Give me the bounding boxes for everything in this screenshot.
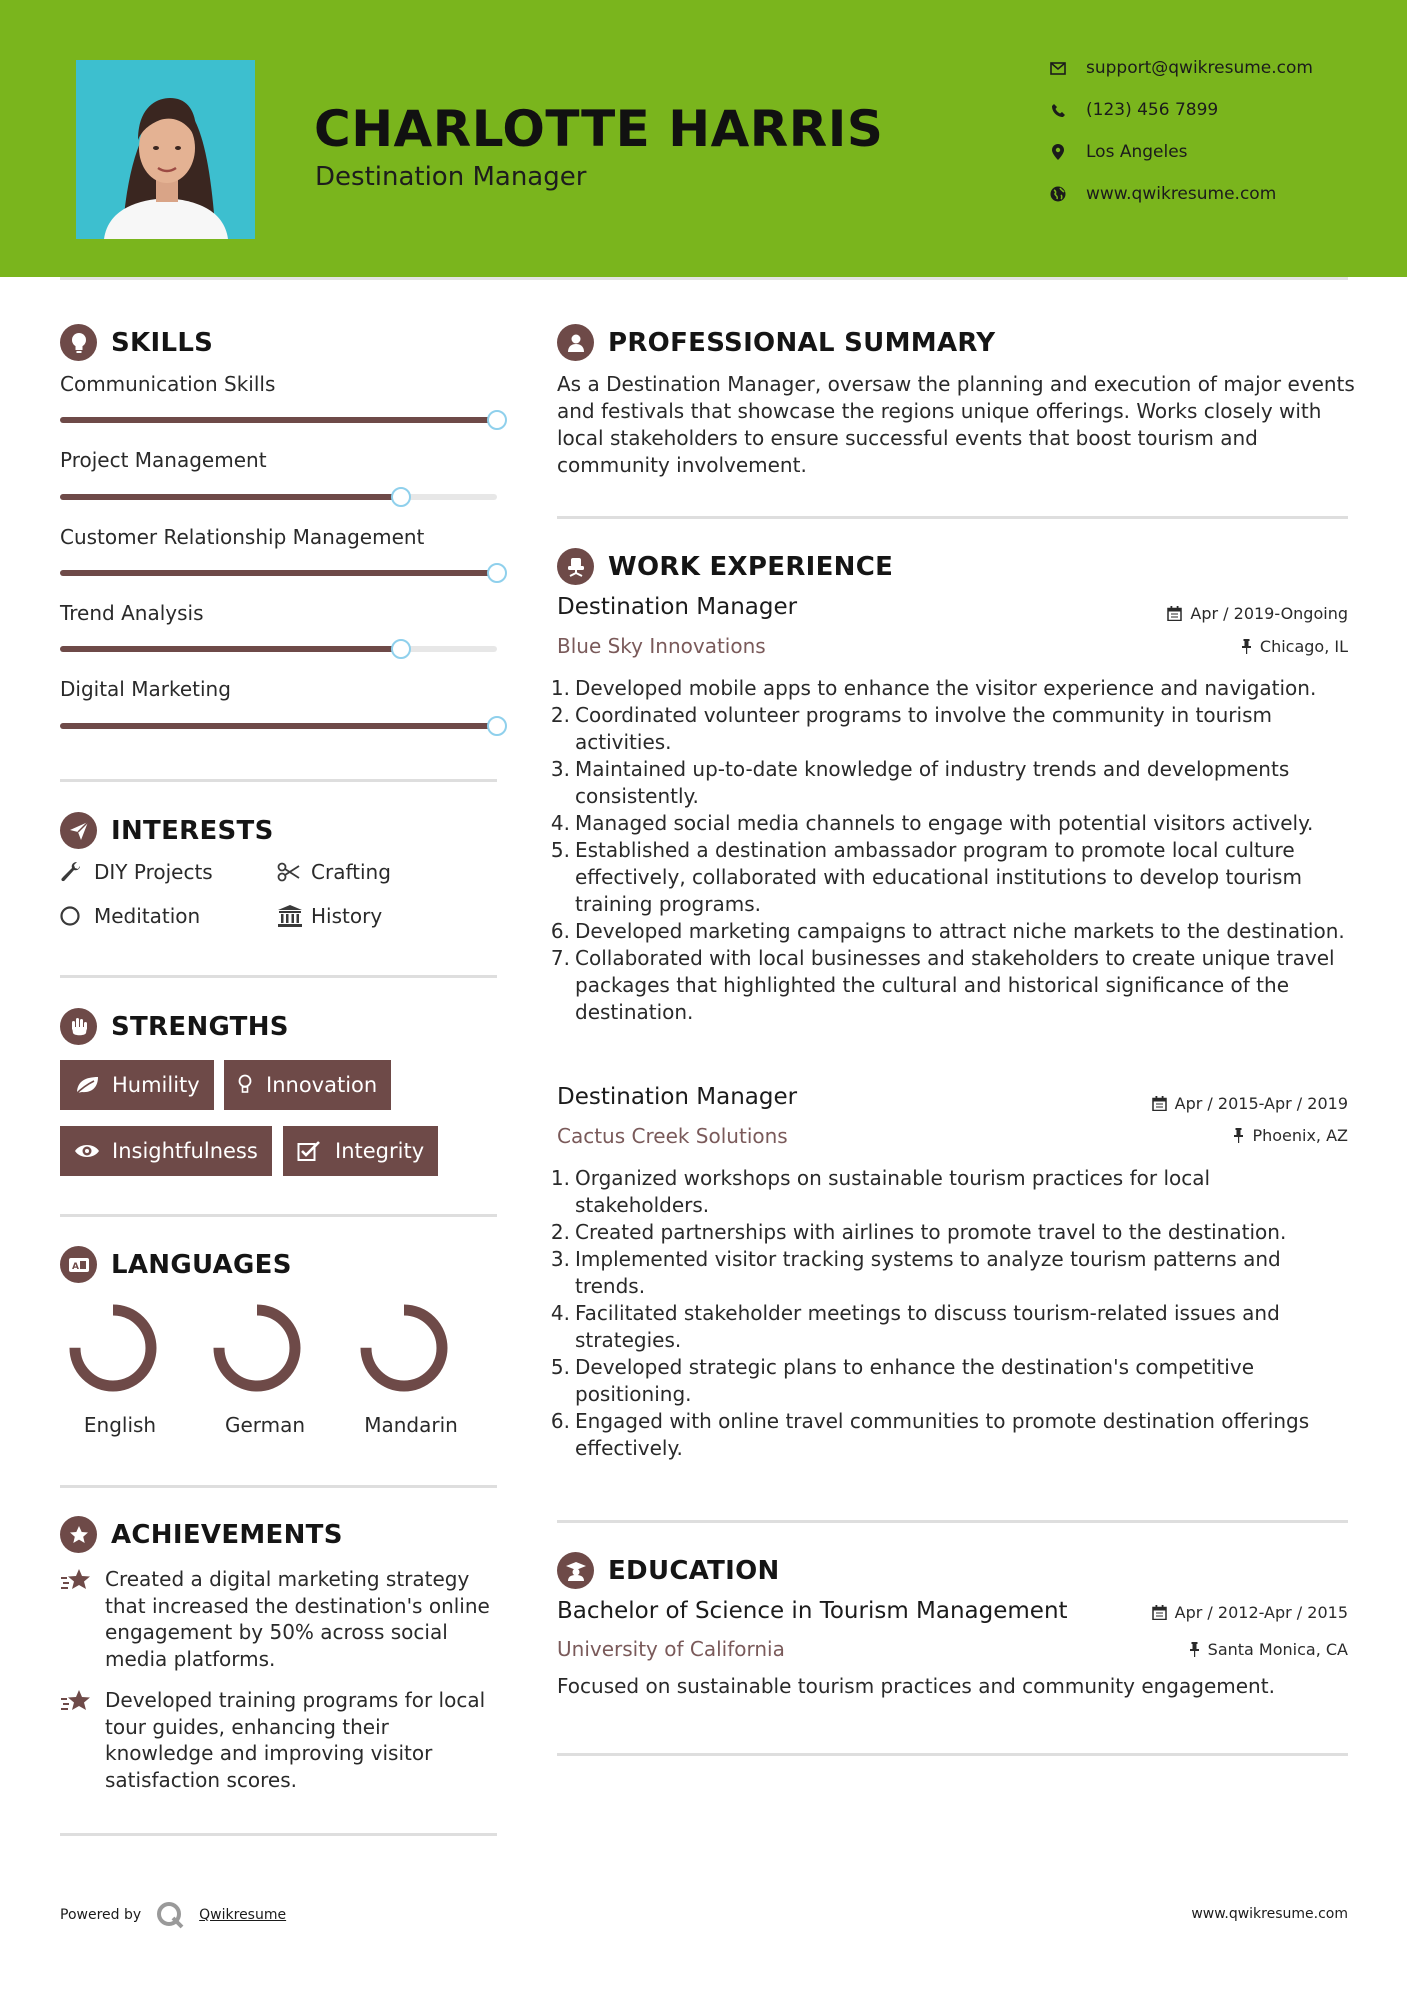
section-divider	[557, 516, 1348, 519]
map-pin-icon	[1049, 143, 1067, 161]
contact-location-text: Los Angeles	[1086, 142, 1188, 162]
skill-knob	[487, 410, 507, 430]
shooting-star-icon	[60, 1566, 105, 1672]
skill-knob	[391, 639, 411, 659]
contact-phone[interactable]	[1049, 100, 1218, 120]
section-divider	[557, 1753, 1348, 1756]
skill-label: Communication Skills	[60, 372, 276, 396]
achievement-text: Created a digital marketing strategy that increased the destination's online engagement by 50% across social media platforms.	[105, 1567, 490, 1671]
job-bullet-text: Collaborated with local businesses and stakeholders to create unique travel packages that highlighted the cultural and historical significance of the destination.	[575, 946, 1335, 1024]
interest-item	[277, 904, 382, 928]
job-bullet: 6. Engaged with online travel communities to promote destination offerings effectively.	[550, 1408, 1350, 1462]
job-bullet-text: Organized workshops on sustainable tourism practices for local stakeholders.	[575, 1166, 1211, 1217]
calendar-icon	[1167, 606, 1182, 621]
calendar-icon	[1152, 1096, 1167, 1111]
skill-bar	[60, 494, 497, 500]
skill-fill	[60, 494, 401, 500]
interest-label: Meditation	[94, 904, 201, 928]
interest-item	[277, 860, 391, 884]
contact-email[interactable]	[1049, 58, 1313, 78]
job-bullet: 2. Coordinated volunteer programs to involve the community in tourism activities.	[550, 702, 1350, 756]
job-bullets	[550, 675, 1350, 1026]
skill-knob	[391, 487, 411, 507]
section-divider	[557, 1520, 1348, 1523]
circle-icon	[60, 904, 86, 928]
pushpin-icon	[1241, 639, 1252, 654]
strength-label: Insightfulness	[112, 1139, 258, 1163]
education-school: University of California	[557, 1637, 785, 1661]
skill-knob	[487, 563, 507, 583]
job-bullet: 2. Created partnerships with airlines to promote travel to the destination.	[550, 1220, 1287, 1244]
skill-label: Project Management	[60, 448, 267, 472]
job-bullet-text: Created partnerships with airlines to promote travel to the destination.	[575, 1220, 1287, 1244]
language-label: English	[83, 1413, 157, 1437]
skill-fill	[60, 570, 497, 576]
interests-heading	[60, 812, 274, 849]
phone-icon	[1049, 101, 1067, 119]
strength-badge	[60, 1060, 214, 1110]
strengths-heading-text: STRENGTHS	[111, 1011, 289, 1042]
strength-label: Humility	[112, 1073, 200, 1097]
language-label: Mandarin	[364, 1413, 458, 1437]
strength-label: Integrity	[335, 1139, 425, 1163]
contact-website-text: www.qwikresume.com	[1086, 184, 1277, 204]
job-bullet: 7. Collaborated with local businesses and stakeholders to create unique travel packages that highlighted the cultural and historical significance of the destination.	[550, 945, 1350, 1026]
education-location	[1189, 1640, 1348, 1659]
job-bullet: 4. Managed social media channels to engage with potential visitors actively.	[550, 811, 1314, 835]
education-description: Focused on sustainable tourism practices and community engagement.	[557, 1674, 1275, 1698]
leaf-icon	[74, 1073, 102, 1097]
achievement-text: Developed training programs for local tour guides, enhancing their knowledge and improving visitor satisfaction scores.	[105, 1688, 486, 1792]
skill-label: Digital Marketing	[60, 677, 231, 701]
eye-icon	[74, 1139, 102, 1163]
skill-knob	[487, 716, 507, 736]
graduate-icon	[557, 1552, 594, 1589]
education-heading-text: EDUCATION	[608, 1555, 780, 1586]
language-ring	[212, 1303, 302, 1393]
job-bullets	[550, 1165, 1350, 1462]
contact-website[interactable]	[1049, 184, 1276, 204]
qwikresume-link[interactable]: Qwikresume	[199, 1907, 287, 1923]
job-bullet: 5. Established a destination ambassador program to promote local culture effectively, collaborated with educational institutions to develop tourism training programs.	[550, 837, 1350, 918]
skill-bar	[60, 570, 497, 576]
job-bullet-text: Developed marketing campaigns to attract niche markets to the destination.	[575, 919, 1345, 943]
skill-label: Trend Analysis	[60, 601, 204, 625]
achievement-item	[60, 1566, 500, 1672]
job-bullet: 6. Developed marketing campaigns to attract niche markets to the destination.	[550, 919, 1345, 943]
job-bullet: 5. Developed strategic plans to enhance the destination's competitive positioning.	[550, 1354, 1350, 1408]
calendar-icon	[1152, 1605, 1167, 1620]
job-bullet-text: Coordinated volunteer programs to involve the community in tourism activities.	[575, 703, 1272, 754]
candidate-name: CHARLOTTE HARRIS	[314, 100, 884, 158]
job-bullet-text: Developed strategic plans to enhance the destination's competitive positioning.	[575, 1355, 1254, 1406]
contact-email-text: support@qwikresume.com	[1086, 58, 1313, 78]
interest-label: Crafting	[311, 860, 391, 884]
job-bullet-text: Maintained up-to-date knowledge of industry trends and developments consistently.	[575, 757, 1290, 808]
job-title: Destination Manager	[557, 594, 798, 620]
job-bullet-text: Facilitated stakeholder meetings to discuss tourism-related issues and strategies.	[575, 1301, 1280, 1352]
summary-heading-text: PROFESSIONAL SUMMARY	[608, 327, 996, 358]
candidate-role: Destination Manager	[315, 162, 587, 192]
job-location	[1241, 637, 1348, 656]
job-bullet-text: Engaged with online travel communities to promote destination offerings effectively.	[575, 1409, 1310, 1460]
education-dates	[1152, 1603, 1348, 1622]
qwikresume-logo-icon	[155, 1900, 185, 1930]
interest-label: DIY Projects	[94, 860, 213, 884]
job-bullet-text: Managed social media channels to engage with potential visitors actively.	[575, 811, 1314, 835]
education-heading	[557, 1552, 780, 1589]
skill-fill	[60, 723, 497, 729]
strength-badge	[224, 1060, 391, 1110]
skill-bar	[60, 417, 497, 423]
job-bullet: 4. Facilitated stakeholder meetings to discuss tourism-related issues and strategies.	[550, 1300, 1350, 1354]
language-ring	[359, 1303, 449, 1393]
skill-fill	[60, 646, 401, 652]
contact-location	[1049, 142, 1188, 162]
skill-label: Customer Relationship Management	[60, 525, 425, 549]
languages-heading-text: LANGUAGES	[111, 1249, 292, 1280]
education-degree: Bachelor of Science in Tourism Management	[557, 1598, 1068, 1624]
section-divider	[60, 1485, 497, 1488]
education-dates-text: Apr / 2012-Apr / 2015	[1174, 1603, 1348, 1622]
job-dates-text: Apr / 2019-Ongoing	[1190, 604, 1348, 623]
lightbulb-icon	[238, 1073, 256, 1097]
globe-icon	[1049, 185, 1067, 203]
job-location-text: Phoenix, AZ	[1252, 1126, 1348, 1145]
section-divider	[60, 779, 497, 782]
job-title: Destination Manager	[557, 1084, 798, 1110]
section-divider	[60, 1214, 497, 1217]
job-location-text: Chicago, IL	[1259, 637, 1348, 656]
job-dates	[1152, 1094, 1348, 1113]
scissors-icon	[277, 860, 303, 884]
job-bullet-text: Implemented visitor tracking systems to analyze tourism patterns and trends.	[575, 1247, 1281, 1298]
lightbulb-icon	[60, 324, 97, 361]
strength-label: Innovation	[266, 1073, 378, 1097]
language-label: German	[224, 1413, 306, 1437]
shooting-star-icon	[60, 1687, 105, 1793]
user-icon	[557, 324, 594, 361]
museum-icon	[277, 904, 303, 928]
achievements-heading	[60, 1516, 343, 1553]
languages-heading	[60, 1246, 292, 1283]
summary-text: As a Destination Manager, oversaw the planning and execution of major events and festivals that showcase the regions unique offerings. Works closely with local stakeholders to ensure successful events that boost tourism and community involvement.	[557, 372, 1355, 477]
footer-powered-by	[60, 1900, 286, 1930]
job-bullet: 1. Developed mobile apps to enhance the visitor experience and navigation.	[550, 676, 1317, 700]
interest-item	[60, 860, 213, 884]
interests-heading-text: INTERESTS	[111, 815, 274, 846]
job-dates-text: Apr / 2015-Apr / 2019	[1174, 1094, 1348, 1113]
wrench-icon	[60, 860, 86, 884]
language-icon	[60, 1246, 97, 1283]
interest-label: History	[311, 904, 383, 928]
job-company: Cactus Creek Solutions	[557, 1124, 788, 1148]
skills-heading	[60, 324, 213, 361]
job-bullet-text: Developed mobile apps to enhance the visitor experience and navigation.	[575, 676, 1317, 700]
job-bullet: 3. Maintained up-to-date knowledge of industry trends and developments consistently.	[550, 756, 1350, 810]
achievement-item	[60, 1687, 500, 1793]
hand-icon	[60, 1008, 97, 1045]
education-location-text: Santa Monica, CA	[1207, 1640, 1348, 1659]
footer-website[interactable]: www.qwikresume.com	[1191, 1906, 1348, 1922]
paper-plane-icon	[60, 812, 97, 849]
star-badge-icon	[60, 1516, 97, 1553]
strength-badge	[60, 1126, 272, 1176]
section-divider	[60, 975, 497, 978]
strengths-heading	[60, 1008, 289, 1045]
office-chair-icon	[557, 548, 594, 585]
pushpin-icon	[1233, 1128, 1244, 1143]
job-bullet: 3. Implemented visitor tracking systems to analyze tourism patterns and trends.	[550, 1246, 1350, 1300]
skill-fill	[60, 417, 497, 423]
skill-bar	[60, 723, 497, 729]
experience-heading-text: WORK EXPERIENCE	[608, 551, 894, 582]
powered-by-text: Powered by	[60, 1907, 142, 1923]
svg-text:A: A	[71, 1261, 79, 1272]
job-company: Blue Sky Innovations	[557, 634, 766, 658]
summary-heading	[557, 324, 995, 361]
section-divider	[60, 1833, 497, 1836]
contact-phone-text: (123) 456 7899	[1086, 100, 1219, 120]
envelope-icon	[1049, 59, 1067, 77]
language-ring	[68, 1303, 158, 1393]
job-bullet: 1. Organized workshops on sustainable tourism practices for local stakeholders.	[550, 1165, 1350, 1219]
strength-badge	[283, 1126, 438, 1176]
achievements-heading-text: ACHIEVEMENTS	[111, 1519, 343, 1550]
job-bullet-text: Established a destination ambassador program to promote local culture effectively, collaborated with educational institutions to develop tourism training programs.	[575, 838, 1302, 916]
skill-bar	[60, 646, 497, 652]
checkbox-icon	[297, 1139, 325, 1163]
profile-photo	[76, 60, 255, 239]
skills-heading-text: SKILLS	[111, 327, 214, 358]
job-dates	[1167, 604, 1348, 623]
pushpin-icon	[1189, 1642, 1200, 1657]
experience-heading	[557, 548, 893, 585]
job-location	[1233, 1126, 1348, 1145]
interest-item	[60, 904, 200, 928]
header-divider	[60, 277, 1348, 280]
